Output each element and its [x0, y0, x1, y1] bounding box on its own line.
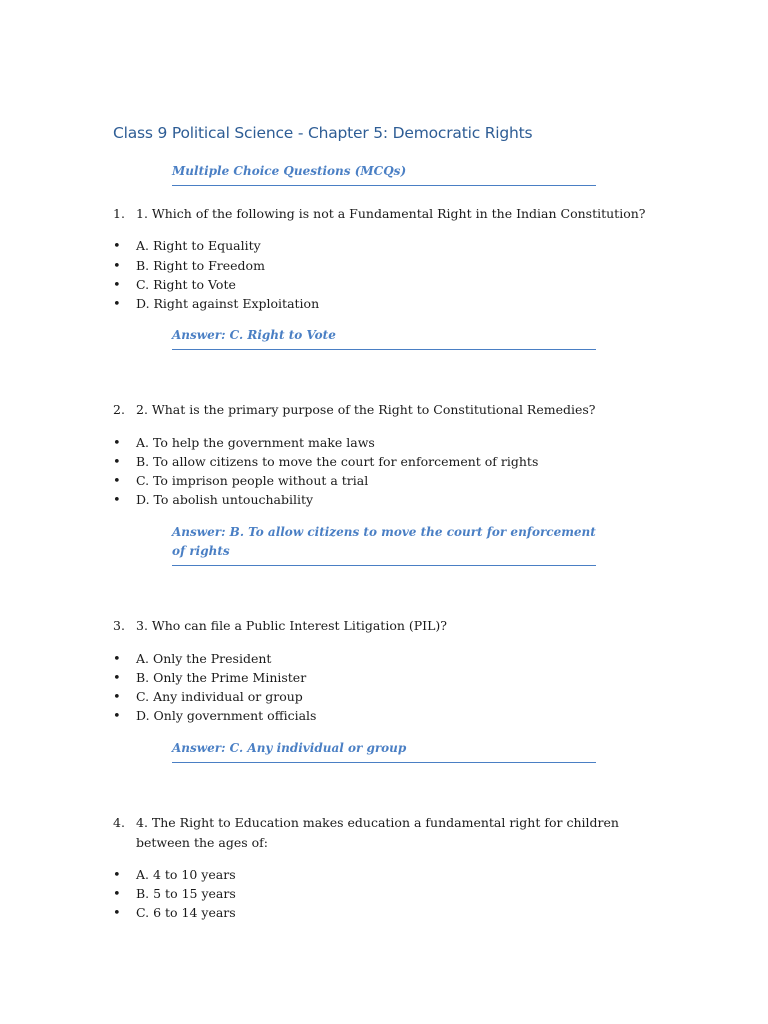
question-number: 4. [113, 815, 125, 830]
answer-text: Answer: C. Any individual or group [172, 739, 596, 763]
option-text: A. Only the President [136, 651, 272, 666]
option-text: A. To help the government make laws [136, 435, 375, 450]
bullet-icon: • [113, 297, 121, 312]
bullet-icon: • [113, 887, 121, 902]
bullet-icon: • [113, 436, 121, 451]
option-item [113, 865, 236, 885]
answer-text: Answer: C. Right to Vote [172, 326, 596, 350]
option-item [113, 649, 271, 669]
option-text: A. 4 to 10 years [136, 867, 236, 882]
option-text: D. Right against Exploitation [136, 296, 320, 311]
document-title: Class 9 Political Science - Chapter 5: Democratic Rights [113, 124, 533, 142]
option-text: B. Right to Freedom [136, 258, 265, 273]
bullet-icon: • [113, 868, 121, 883]
section-heading: Multiple Choice Questions (MCQs) [172, 162, 596, 186]
question-text: 3. Who can file a Public Interest Litigation (PIL)? [136, 618, 447, 633]
bullet-icon: • [113, 652, 121, 667]
option-text: B. To allow citizens to move the court for enforcement of rights [136, 454, 539, 469]
question-number: 3. [113, 618, 125, 633]
option-item [113, 452, 538, 472]
bullet-icon: • [113, 709, 121, 724]
option-text: C. 6 to 14 years [136, 905, 236, 920]
option-text: A. Right to Equality [136, 238, 261, 253]
answer-text: Answer: B. To allow citizens to move the court for enforcement of rights [172, 523, 596, 566]
option-item [113, 433, 375, 453]
option-text: C. Any individual or group [136, 689, 303, 704]
bullet-icon: • [113, 493, 121, 508]
question-text: 2. What is the primary purpose of the Right to Constitutional Remedies? [136, 402, 596, 417]
option-text: C. Right to Vote [136, 277, 236, 292]
option-text: C. To imprison people without a trial [136, 473, 369, 488]
option-item [113, 490, 313, 510]
bullet-icon: • [113, 906, 121, 921]
bullet-icon: • [113, 239, 121, 254]
option-item [113, 884, 236, 904]
question-number: 1. [113, 206, 125, 221]
option-item [113, 471, 368, 491]
question-text: 4. The Right to Education makes education a fundamental right for children between the ages of: [136, 815, 619, 850]
bullet-icon: • [113, 690, 121, 705]
option-text: D. Only government officials [136, 708, 317, 723]
question-text: 1. Which of the following is not a Fundamental Right in the Indian Constitution? [136, 206, 646, 221]
question-number: 2. [113, 402, 125, 417]
bullet-icon: • [113, 474, 121, 489]
bullet-icon: • [113, 278, 121, 293]
bullet-icon: • [113, 455, 121, 470]
option-text: B. Only the Prime Minister [136, 670, 307, 685]
option-item [113, 687, 303, 707]
option-item [113, 294, 319, 314]
option-item [113, 275, 236, 295]
option-item [113, 236, 261, 256]
option-text: D. To abolish untouchability [136, 492, 314, 507]
bullet-icon: • [113, 671, 121, 686]
option-text: B. 5 to 15 years [136, 886, 236, 901]
option-item [113, 903, 236, 923]
option-item [113, 256, 265, 276]
option-item [113, 706, 316, 726]
bullet-icon: • [113, 259, 121, 274]
option-item [113, 668, 306, 688]
